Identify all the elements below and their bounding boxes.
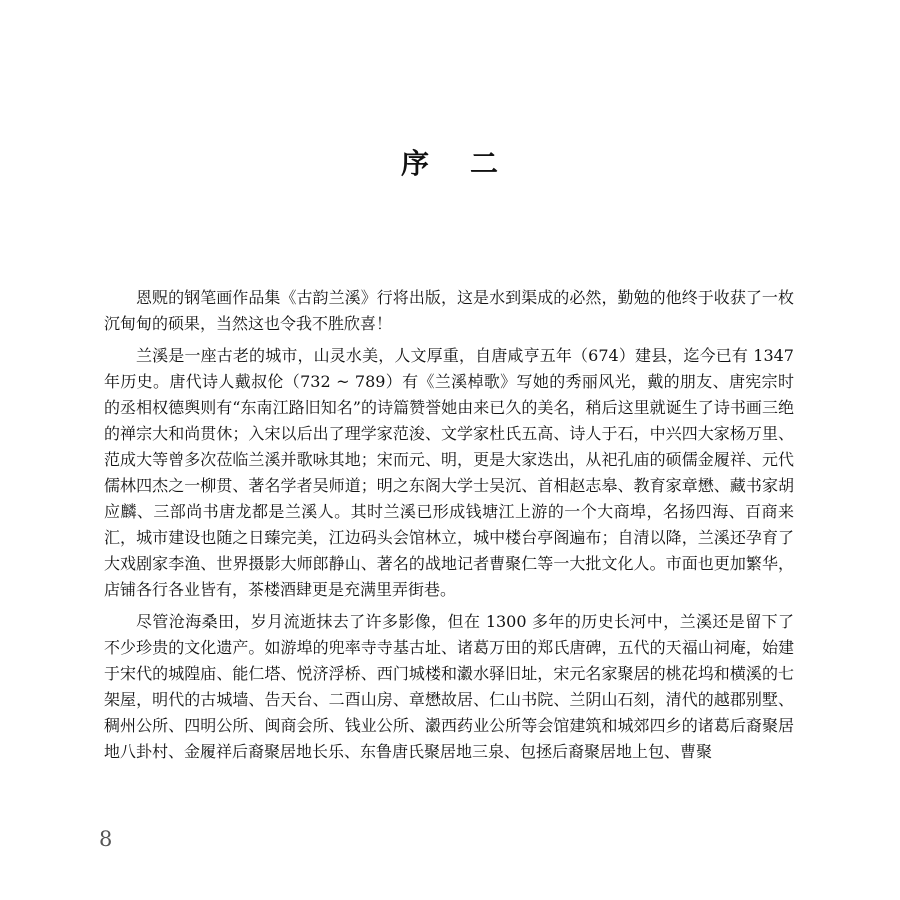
page-title (0, 142, 900, 182)
paragraph-2: 兰溪是一座古老的城市，山灵水美，人文厚重，自唐咸亨五年（674）建县，迄今已有 1347 年历史。唐代诗人戴叔伦（732 ~ 789）有《兰溪棹歌》写她的秀丽风光，戴的朋友、唐宪宗时的丞相权德舆则有“东南江路旧知名”的诗篇赞誉她由来已久的美名，稍后这里就诞生了诗书画三绝的禅宗大和尚贯休；入宋以后出了理学家范浚、文学家杜氏五高、诗人于石，中兴四大家杨万里、范成大等曾多次莅临兰溪并歌咏其地；宋而元、明，更是大家迭出，从祀孔庙的硕儒金履祥、元代儒林四杰之一柳贯、著名学者吴师道；明之东阁大学士吴沉、首相赵志皋、教育家章懋、藏书家胡应麟、三部尚书唐龙都是兰溪人。其时兰溪已形成钱塘江上游的一个大商埠，名扬四海、百商来汇，城市建设也随之日臻完美，江边码头会馆林立，城中楼台亭阁遍布；自清以降，兰溪还孕育了大戏剧家李渔、世界摄影大师郎静山、著名的战地记者曹聚仁等一大批文化人。市面也更加繁华，店铺各行各业皆有，茶楼酒肆更是充满里弄街巷。 (104, 346, 794, 599)
title-char-2: 二 (470, 147, 500, 180)
paragraph-3: 尽管沧海桑田，岁月流逝抹去了许多影像，但在 1300 多年的历史长河中，兰溪还是留下了不少珍贵的文化遗产。如游埠的兜率寺寺基古址、诸葛万田的郑氏唐碑，五代的天福山祠庵，始建于宋代的城隍庙、能仁塔、悦济浮桥、西门城楼和瀫水驿旧址，宋元名家聚居的桃花坞和横溪的七架屋，明代的古城墙、告天台、二酉山房、章懋故居、仁山书院、兰阴山石刻，清代的越郡别墅、稠州公所、四明公所、闽商会所、钱业公所、瀫西药业公所等会馆建筑和城郊四乡的诸葛后裔聚居地八卦村、金履祥后裔聚居地长乐、东鲁唐氏聚居地三泉、包拯后裔聚居地上包、曹聚 (104, 612, 794, 761)
body-text (104, 285, 794, 771)
paragraph-1: 恩贶的钢笔画作品集《古韵兰溪》行将出版，这是水到渠成的必然，勤勉的他终于收获了一枚沉甸甸的硕果，当然这也令我不胜欣喜！ (104, 288, 794, 333)
title-char-1: 序 (400, 147, 430, 180)
page-number: 8 (99, 827, 113, 851)
